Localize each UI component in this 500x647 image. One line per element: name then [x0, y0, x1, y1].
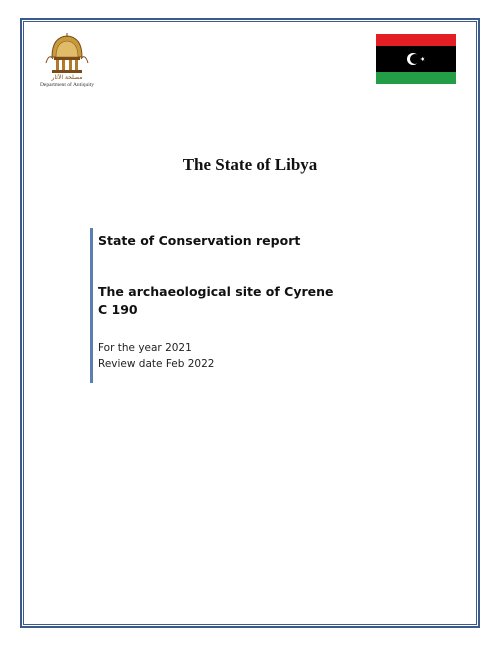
- report-year: For the year 2021: [98, 342, 192, 354]
- site-name: The archaeological site of Cyrene: [98, 284, 334, 299]
- flag-green-stripe: [376, 72, 456, 84]
- logo-arabic-text: مصلحة الآثار: [51, 74, 83, 81]
- page-title: The State of Libya: [182, 155, 318, 174]
- review-date: Review date Feb 2022: [98, 358, 215, 370]
- libya-flag-icon: [376, 34, 456, 84]
- site-code: C 190: [98, 302, 138, 317]
- department-emblem-icon: [44, 33, 90, 75]
- department-logo: [32, 33, 102, 91]
- flag-red-stripe: [376, 34, 456, 46]
- report-heading: State of Conservation report: [98, 233, 301, 248]
- content-left-rule: [90, 228, 93, 383]
- logo-caption: Department of Antiquity: [39, 82, 95, 88]
- crescent-star-icon: [403, 48, 429, 70]
